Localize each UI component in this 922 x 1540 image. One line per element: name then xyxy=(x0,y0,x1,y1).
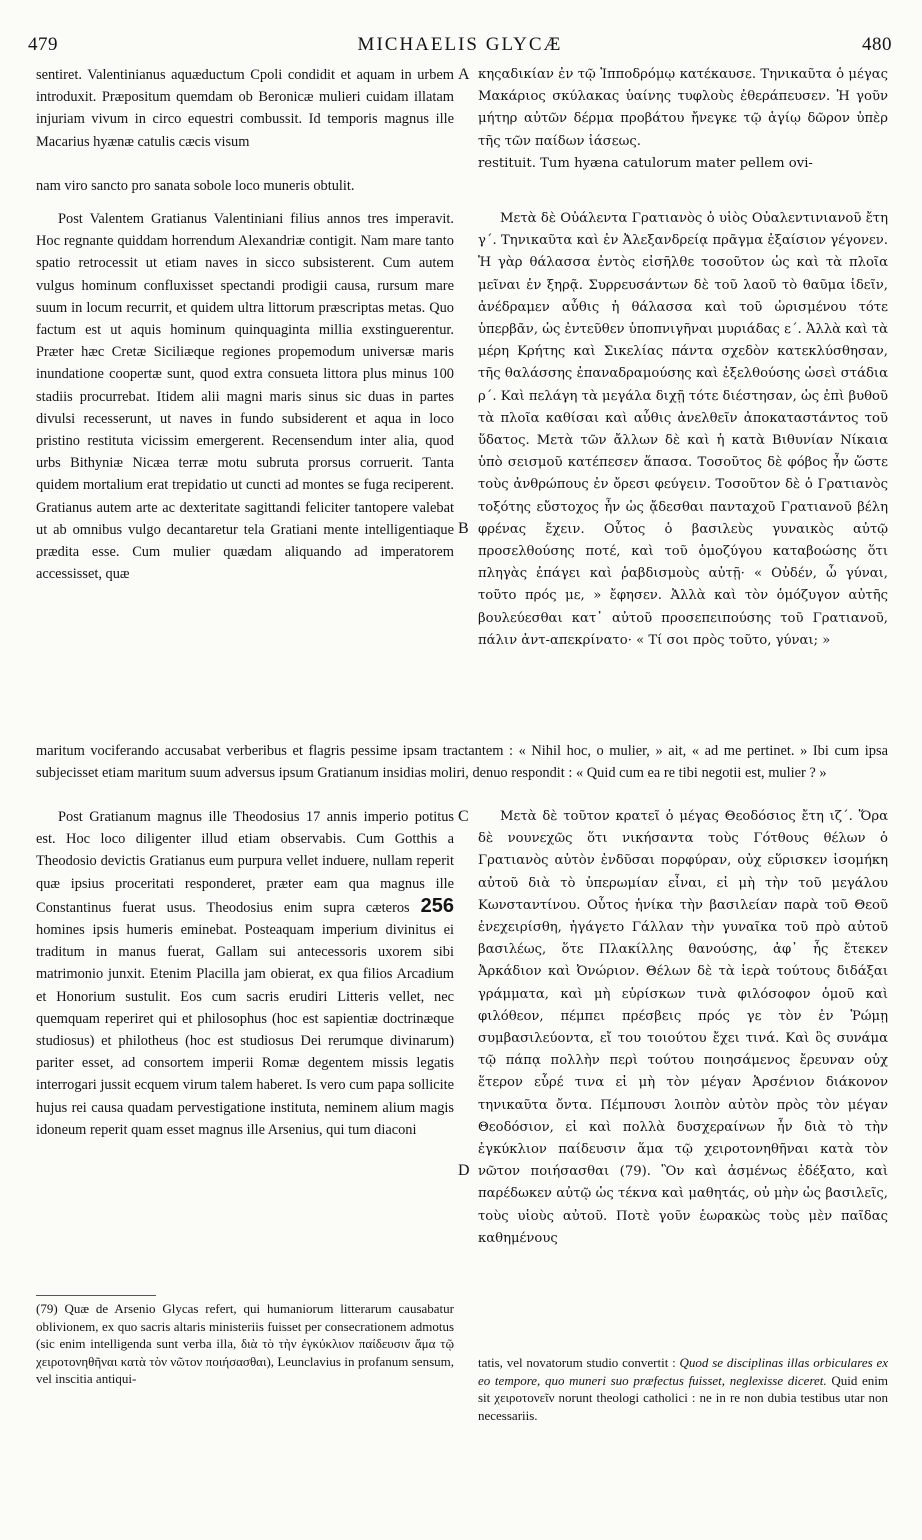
latin-paragraph-3a: Post Gratianum magnus ille Theodosius 17 annis imperio potitus est. Hoc loco diligenter illud etiam observabis. Cum Gotthis a Theodosio devictis Gratianus eum purpura vellet induere, nullam reperit quæ ipsius proceritati responderet, præter eam qua magnus ille Constantinus fuerat usus. Theodosius enim supra cæteros xyxy=(36,809,454,916)
footnote-right xyxy=(478,1354,888,1424)
footnote-right-a: tatis, vel novatorum studio convertit : xyxy=(478,1355,680,1370)
margin-letter-b: B xyxy=(458,520,469,537)
latin-paragraph-3b: homines ipsis humeris eminebat. Posteaquam imperium divinitus ei traditum in manus fuerat, Gallam sui antecessoris uxorem sibi matrimonio junxit. Etenim Placilla jam obierat, ex qua filios Arcadium et Honorium sustulit. Eos cum sacris erudiri Litteris vellet, nec quemquam reperiret qui et philosophus (hoc est sapientiæ doctrinæque studiosus) et philotheus (hoc est studiosus Dei rerumque divinarum) pariter esset, ad consortem imperii Romæ degentem missis legatis interrogari jussit ecquem virum talem haberet. Is vero cum papa sollicite hujus rei causa quadam pervestigatione instituta, neminem alium magis idoneum reperit quam esset magnus ille Arsenius, qui tum diaconi xyxy=(36,922,454,1138)
page-header xyxy=(28,34,892,60)
greek-tail-1: restituit. Tum hyæna catulorum mater pellem ovi- xyxy=(478,156,813,171)
latin-paragraph-1: sentiret. Valentinianus aquæductum Cpoli condidit et aquam in urbem introduxit. Præpositum quemdam ob Beronicæ mulieri cuidam illatam injuriam vivum in circo equestri combussit. Id temporis magnus ille Macarius hyænæ catulis cæcis visum xyxy=(36,67,454,150)
page-number-right: 480 xyxy=(862,34,892,55)
footnote-rule xyxy=(36,1295,156,1296)
margin-letter-c: C xyxy=(458,808,469,825)
bridge-line-1 xyxy=(36,175,888,197)
greek-paragraph-2: Μετὰ δὲ Οὐάλεντα Γρατιανὸς ὁ υἱὸς Οὐαλεντινιανοῦ ἔτη γ΄. Τηνικαῦτα καὶ ἐν Ἀλεξανδρείᾳ πρᾶγμα ἐξαίσιον γέγονεν. Ἡ γὰρ θάλασσα ἐντὸς εἰσῆλθε τοσοῦτον ὡς καὶ τὰ πλοῖα μεῖναι ἐν ξηρᾷ. Συρρευσάντων δὲ τοῦ λαοῦ τὸ θαῦμα ἰδεῖν, ἀνέδραμεν αὖθις ἡ θάλασσα καὶ τοῦ ὡρισμένου τότε ὑπερβᾶν, ὡς ἐντεῦθεν ὑποπνιγῆναι μυριάδας ε΄. Ἀλλὰ καὶ τὰ μέρη Κρήτης καὶ Σικελίας πάντα σχεδὸν κατεκλύσθησαν, τῆς θαλάσσης ἐπαναδραμούσης καὶ ἐξελθούσης ὡσεὶ στάδια ρ΄. Καὶ πελάγη τὰ μεγάλα διχῇ τότε διέστησαν, ὡς ἐπὶ βυθοῦ τὰ πλοῖα καθίσαι καὶ αὖθις ἀνελθεῖν ἀποκαταστάντος τοῦ ὕδατος. Μετὰ τῶν ἄλλων δὲ καὶ ἡ κατὰ Βιθυνίαν Νίκαια ὑπὸ σεισμοῦ κατέπεσεν ἅπασα. Τοσοῦτος δὲ φόβος ἦν ὥστε τοὺς ἀνθρώπους ἐν ὄρεσι φεύγειν. Τοσοῦτον δὲ ὁ Γρατιανὸς τοξότης εὔστοχος ἦν ὡς ᾄδεσθαι πανταχοῦ Γρατιανοῦ βέλη φρένας ἔχειν. Οὗτος ὁ βασιλεὺς γυναικὸς αὐτῷ προσελθούσης ποτέ, καὶ τοῦ ὁμοζύγου καταβοώσης ὅτι πληγὰς ἐπάγει καὶ ῥαβδισμοὺς αὐτῇ· « Οὐδέν, ὦ γύναι, τοῦτο πρός με, » ἔφησεν. Ἀλλὰ καὶ τὸν ὁμόζυγον αὐτῆς βουλεύεσθαι κατ᾿ αὐτοῦ προσεπειπούσης τοῦ Γρατιανοῦ, πάλιν ἀντ-απεκρίνατο· « Τί σοι πρὸς τοῦτο, γύναι; » xyxy=(478,211,888,648)
bridge-line-1-text: nam viro sancto pro sanata sobole loco muneris obtulit. xyxy=(36,178,355,194)
edition-page-number: 256 xyxy=(420,894,454,917)
greek-paragraph-3: Μετὰ δὲ τοῦτον κρατεῖ ὁ μέγας Θεοδόσιος ἔτη ιζ΄. Ὅρα δὲ νουνεχῶς ὅτι νικήσαντα τοὺς Γότθους θέλων ὁ Γρατιανὸς αὐτὸν ἐνδῦσαι πορφύραν, οὐχ εὕρισκεν ἰσομήκη αὐτοῦ διὰ τὸ ὑπερωμίαν εἶναι, εἰ μὴ τὴν τοῦ μεγάλου Κωνσταντίνου. Οὗτος ἡνίκα τὴν βασιλείαν παρὰ τοῦ Θεοῦ ἐνεχειρίσθη, ἠγάγετο Γάλλαν τὴν γυναῖκα τοῦ πρὸ αὐτοῦ βασιλέως, ὅτε Πλακίλλης θανούσης, ἀφ᾿ ἧς ἔτεκεν Ἀρκάδιον καὶ Ὀνώριον. Θέλων δὲ τὰ ἱερὰ τούτους διδάξαι γράμματα, καὶ μὴ εὑρίσκων τινὰ φιλόσοφον ὁμοῦ καὶ φιλόθεον, πέμπει πρέσβεις πρός γε τὸν ἐν Ῥώμῃ συμβασιλεύοντα, εἴ του τοιούτου ἔχει τινά. Καὶ ὃς συνάμα τῷ πάπᾳ πολλὴν περὶ τούτου ποιησάμενος ἔρευναν οὐχ ἕτερον εὗρέ τινα εἰ μὴ τὸν μέγαν Ἀρσένιον διάκονον τηνικαῦτα ὄντα. Πέμπουσι λοιπὸν αὐτὸν πρὸς τὸν μέγαν Θεοδόσιον, εἰ καὶ πολλὰ δυσχεραίνων ἦν διὰ τὸ τὴν ἐγκύκλιον παίδευσιν ἅμα τῷ χειροτονηθῆναι κατὰ τὸν νῶτον ποιήσασθαι (79). Ὃν καὶ ἀσμένως ἐδέξατο, καὶ παρέδωκεν αὐτῷ ὡς τέκνα καὶ μαθητάς, οὐ μὴν ὡς βασιλεῖς, τοὺς υἱοὺς αὐτοῦ. Ποτὲ γοῦν ἑωρακὼς τοὺς μὲν παῖδας καθημένους xyxy=(478,809,888,1246)
latin-paragraph-2: Post Valentem Gratianus Valentiniani filius annos tres imperavit. Hoc regnante quiddam horrendum Alexandriæ contigit. Nam mare tanto spatio retrocessit ut etiam naves in sicco subsisterent. Cum autem vulgus hominum confluxisset spectandi prodigii causa, rursum mare suum in locum recurrit, et quidem ultra littorum præscriptas metas. Quo factum est ut aquis hominum quinquaginta millia exstinguerentur. Præter hæc Cretæ Siciliæque regiones propemodum universæ maris inundatione coopertæ sunt, quod extra consueta littora plus minus 100 stadiis procurrebat. Itidem alii magni maris sinus sic duas in partes divulsi recesserunt, ut naves in fundo subsiderent et aqua in loco pristino restituta vicissim emergerent. Recensendum inter alia, quod urbs Bithyniæ Nicæa terræ motu subruta prorsus corruerit. Tanta quidem mortalium erat trepidatio ut cuncti ad montes se fuga reciperent. Gratianus autem arte ac dexteritate sagittandi feliciter tantopere valebat ut ab omnibus vulgo decantaretur tela Gratiani mente intelligentiaque prædita esse. Cum mulier quædam aliquando ad imperatorem accessisset, quæ xyxy=(36,211,454,583)
footnote-right-b: Quid enim sit χειροτονεῖν norunt theologi catholici : ne in re non dubia testibus utar non necessariis. xyxy=(478,1372,888,1423)
footnote-right-italic: Quod se disciplinas illas orbiculares ex eo tempore, quo muneri suo præfectus fuisset, neglexisse diceret. xyxy=(478,1355,889,1388)
margin-letter-d: D xyxy=(458,1162,470,1179)
page-number-left: 479 xyxy=(28,34,58,55)
greek-paragraph-1: κηςαδικίαν ἐν τῷ Ἱπποδρόμῳ κατέκαυσε. Τηνικαῦτα ὁ μέγας Μακάριος σκύλακας ὑαίνης τυφλοὺς ἐθεράπευσεν. Ἡ γοῦν μήτηρ αὐτῶν δέρμα προβάτου ἤνεγκε τῷ ἁγίῳ δῶρον ὑπὲρ τῆς τῶν παίδων ἰάσεως. xyxy=(478,67,888,149)
latin-paragraph-3 xyxy=(36,806,454,1141)
margin-letter-a: A xyxy=(458,66,470,83)
bridge-paragraph-2: maritum vociferando accusabat verberibus et flagris pessime ipsam tractantem : « Nihil hoc, o mulier, » ait, « ad me pertinet. » Ibi cum ipsa subjecisset etiam maritum suum adversus ipsum Gratianum insidias moliri, denuo respondit : « Quid cum ea re tibi negotii est, mulier ? » xyxy=(36,743,888,782)
footnote-left: (79) Quæ de Arsenio Glycas refert, qui humaniorum litterarum causabatur oblivionem, ex quo sacris altaris ministeriis fuisset per consecrationem admotus (sic enim intelligenda sunt verba illa, διὰ τὸ τὴν ἐγκύκλιον παίδευσιν ἅμα τῷ χειροτονηθῆναι κατὰ τὸν νῶτον ποιήσασθαι), Leunclavius in profanum sensum, vel inscitia antiqui- xyxy=(36,1301,454,1386)
running-title: MICHAELIS GLYCÆ xyxy=(357,34,563,55)
